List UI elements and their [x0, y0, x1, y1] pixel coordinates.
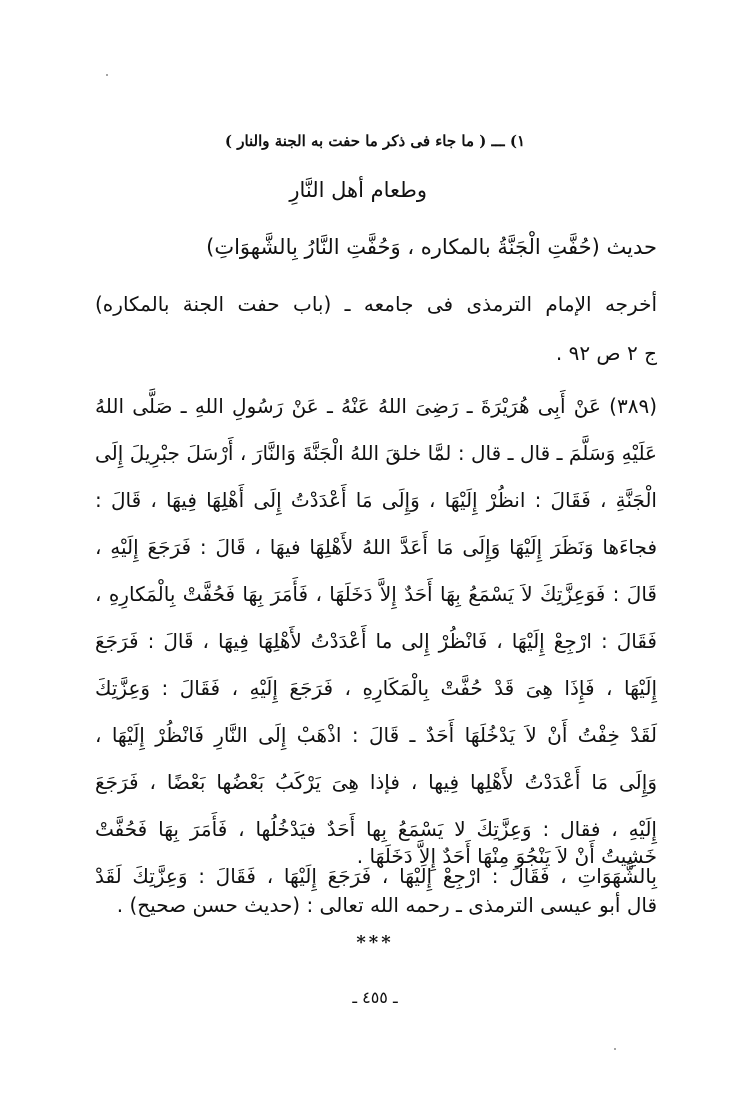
body-line: فَقَالَ : ارْجِعْ إِلَيْهَا ، فَانْظُرْ إِلى ما أَعْدَدْتُ لأَهْلِهَا فِيهَا ، قَالَ : فَرَجَعَ	[95, 629, 657, 653]
source-reference: ج ٢ ص ٩٢ .	[555, 341, 657, 365]
source-line: أخرجه الإمام الترمذى فى جامعه ـ (باب حفت الجنة بالمكاره)	[95, 292, 657, 316]
body-line: (٣٨٩) عَنْ أَبِى هُرَيْرَةَ ـ رَضِىَ اللهُ عَنْهُ ـ عَنْ رَسُولِ اللهِ ـ صَلَّى اللهُ	[95, 394, 657, 418]
closing-statement: قال أبو عيسى الترمذى ـ رحمه الله تعالى : (حديث حسن صحيح) .	[116, 893, 657, 917]
hadith-title: حديث (حُفَّتِ الْجَنَّةُ بالمكاره ، وَحُفَّتِ النَّارُ بِالشَّهوَاتِ)	[206, 235, 657, 259]
page-speck	[614, 1048, 616, 1050]
body-line-last: خَشِيتُ أَنْ لاَ يَنْجُوَ مِنْهَا أَحَدٌ إِلاَّ دَخَلَهَا .	[356, 844, 657, 868]
section-title: وطعام أهل النَّارِ	[289, 178, 427, 202]
page-speck	[106, 74, 108, 76]
body-line: عَلَيْهِ وَسَلَّمَ ـ قال ـ قال : لمَّا خلقَ اللهُ الْجَنَّةَ وَالنَّارَ ، أَرْسَلَ جبْرِيلَ إِلَى	[95, 441, 657, 465]
body-line: لَقَدْ خِفْتُ أَنْ لاَ يَدْخُلَهَا أَحَدٌ ـ قَالَ : اذْهَبْ إِلَى النَّارِ فَانْظُرْ إِلَيْهَا ،	[95, 723, 657, 747]
body-line: إِلَيْهَا ، فَإِذَا هِىَ قَدْ حُفَّتْ بِالْمَكَارِهِ ، فَرَجَعَ إِلَيْهِ ، فَقَالَ : وَعِزَّتِكَ	[95, 676, 657, 700]
body-line: الْجَنَّةِ ، فَقَالَ : انظُرْ إِلَيْهَا ، وَإِلَى مَا أَعْدَدْتُ إِلَى أَهْلِهَا فِيهَا ، قَالَ :	[95, 488, 657, 512]
body-line: قَالَ : فَوَعِزَّتِكَ لاَ يَسْمَعُ بِهَا أَحَدٌ إِلاَّ دَخَلَهَا ، فَأَمَرَ بِهَا فَحُفَّتْ بِالْمَكارِهِ ،	[95, 582, 657, 606]
page-number: ـ ٤٥٥ ـ	[352, 988, 398, 1007]
body-line: بِالشَّهَوَاتِ ، فَقَالَ : ارْجِعْ إِلَيْهَا ، فَرَجَعَ إِلَيْهَا ، فَقَالَ : وَعِزَّتِكَ لَقَدْ	[95, 864, 657, 888]
body-line: إِلَيْهِ ، فقال : وَعِزَّتِكَ لا يَسْمَعُ بِها أَحَدٌ فيَدْخُلُها ، فَأَمَرَ بِهَا فَحُفَّتْ	[95, 817, 657, 841]
body-line: وَإِلَى مَا أَعْدَدْتُ لأَهْلِها فِيها ، فإذا هِىَ يَرْكَبُ بَعْضُها بَعْضًا ، فَرَجَعَ	[95, 770, 657, 794]
running-header: ١) ـــ ( ما جاء فى ذكر ما حفت به الجنة والنار )	[224, 132, 526, 150]
body-line: فجاءَها وَنَظَرَ إِلَيْهَا وَإِلَى مَا أَعَدَّ اللهُ لأَهْلِهَا فيهَا ، قَالَ : فَرَجَعَ إِلَيْهِ ،	[95, 535, 657, 559]
separator-stars: ***	[356, 932, 394, 953]
